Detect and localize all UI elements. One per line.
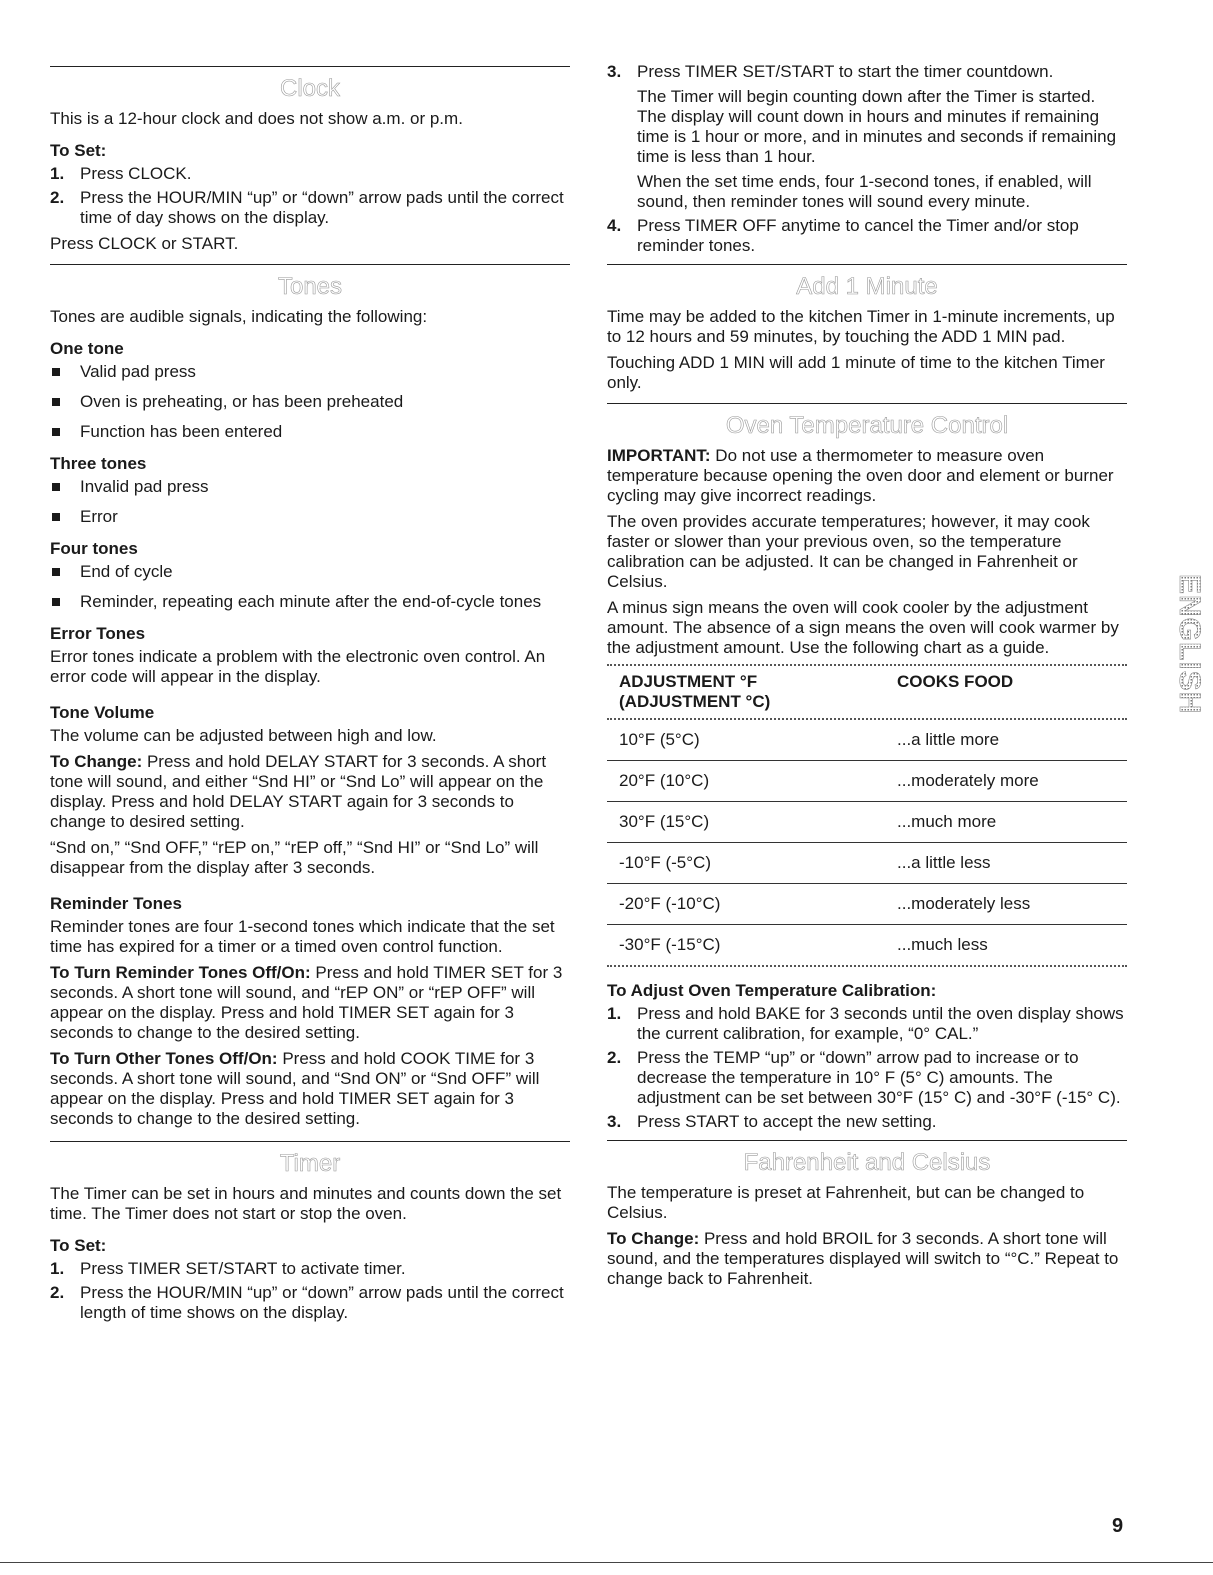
cell-adjustment: 20°F (10°C) (619, 771, 710, 790)
bullet-icon (52, 483, 60, 491)
english-side-tab (1150, 568, 1206, 790)
step-number: 2. (50, 1283, 65, 1302)
to-change-text: Press and hold BROIL for 3 seconds. A short tone will sound, and the temperatures displayed will switch to “°C.” Repeat to change back to Fahrenheit. (607, 1229, 1119, 1288)
timer-intro: The Timer can be set in hours and minutes and counts down the set time. The Timer does not start or stop the oven. (50, 1184, 562, 1223)
adjust-heading: To Adjust Oven Temperature Calibration: (607, 981, 937, 1000)
list-item (50, 562, 570, 582)
clock-outro: Press CLOCK or START. (50, 234, 239, 253)
list-item (50, 422, 570, 442)
add-minute-title: Add 1 Minute (796, 273, 938, 300)
cell-cooks-food: ...a little more (897, 730, 1000, 749)
reminder-tones-heading: Reminder Tones (50, 894, 182, 913)
one-tone-list (50, 362, 570, 442)
to-change-text: Press and hold DELAY START for 3 seconds. A short tone will sound, and either “Snd HI” or “Snd Lo” will appear on the display. Press and hold DELAY START again for 3 seconds to change to desired setting. (50, 752, 547, 831)
turn-other-label: To Turn Other Tones Off/On: (50, 1049, 278, 1068)
oven-temp-p3: A minus sign means the oven will cook cooler by the adjustment amount. The absence of a sign means the oven will cook warmer by the adjustment amount. Use the following chart as a guide. (607, 598, 1119, 657)
bullet-icon (52, 398, 60, 406)
to-change-label: To Change: (607, 1229, 700, 1248)
table-row (607, 843, 1127, 884)
adjust-step (607, 1112, 1127, 1132)
step-text: Press TIMER OFF anytime to cancel the Timer and/or stop reminder tones. (637, 216, 1079, 255)
cell-adjustment: -30°F (-15°C) (619, 935, 721, 954)
tone-volume-note: “Snd on,” “Snd OFF,” “rEP on,” “rEP off,” “Snd HI” or “Snd Lo” will disappear from the display after 3 seconds. (50, 838, 539, 877)
table-row (607, 884, 1127, 925)
step-number: 1. (50, 164, 65, 183)
timer-step (607, 216, 1127, 256)
fahrenheit-to-change (607, 1229, 1127, 1289)
reminder-tones-turn (50, 963, 570, 1043)
step-number: 1. (50, 1259, 65, 1278)
table-row (607, 761, 1127, 802)
calibration-table (607, 664, 1127, 967)
step-number: 1. (607, 1004, 622, 1023)
step-text: Press START to accept the new setting. (637, 1112, 937, 1131)
cell-cooks-food: ...much more (897, 812, 997, 831)
step-text: Press the HOUR/MIN “up” or “down” arrow pads until the correct time of day shows on the display. (80, 188, 564, 227)
step-text: Press TIMER SET/START to start the timer countdown. (637, 62, 1054, 81)
list-item (50, 507, 570, 527)
timer-title: Timer (279, 1150, 341, 1177)
cell-adjustment: -10°F (-5°C) (619, 853, 711, 872)
right-column (607, 62, 1127, 1295)
list-item-text: Oven is preheating, or has been preheated (80, 392, 404, 411)
list-item-text: Valid pad press (80, 362, 196, 381)
list-item-text: Function has been entered (80, 422, 283, 441)
table-border (607, 965, 1127, 967)
tones-intro: Tones are audible signals, indicating the following: (50, 307, 428, 326)
turn-reminder-text: Press and hold TIMER SET for 3 seconds. A short tone will sound, and “rEP ON” or “rEP OFF” will appear on the display. Press and hold TIMER SET again for 3 seconds to change to the desired setting. (50, 963, 563, 1042)
left-column (50, 66, 570, 1329)
fahrenheit-p1: The temperature is preset at Fahrenheit, but can be changed to Celsius. (607, 1183, 1085, 1222)
tone-volume-text: The volume can be adjusted between high and low. (50, 726, 437, 745)
important-text: Do not use a thermometer to measure oven temperature because opening the oven door and element or burner cycling may give incorrect readings. (607, 446, 1114, 505)
header-adjustment-c: (ADJUSTMENT °C) (619, 692, 771, 711)
oven-temp-important (607, 446, 1127, 506)
cell-cooks-food: ...a little less (897, 853, 991, 872)
clock-steps (50, 164, 570, 228)
page-number: 9 (1112, 1515, 1124, 1537)
one-tone-heading: One tone (50, 339, 124, 358)
section-rule (50, 66, 570, 67)
other-tones-turn (50, 1049, 570, 1129)
list-item-text: Error (80, 507, 118, 526)
clock-intro: This is a 12-hour clock and does not show a.m. or p.m. (50, 109, 463, 128)
table-row (607, 802, 1127, 843)
adjust-step (607, 1004, 1127, 1044)
language-tab-graphic (1150, 568, 1206, 790)
list-item (50, 362, 570, 382)
side-tab-text: ENGLISH (1173, 574, 1206, 715)
adjust-step (607, 1048, 1127, 1108)
tones-title: Tones (277, 273, 343, 300)
step-number: 2. (607, 1048, 622, 1067)
clock-to-set-heading: To Set: (50, 141, 107, 160)
timer-step (607, 62, 1127, 212)
three-tones-list (50, 477, 570, 527)
step-text: Press CLOCK. (80, 164, 192, 183)
step-paragraph: When the set time ends, four 1-second tones, if enabled, will sound, then reminder tones will sound every minute. (637, 172, 1092, 211)
bottom-rule (0, 1562, 1213, 1563)
clock-step (50, 164, 570, 184)
timer-step (50, 1259, 570, 1279)
bullet-icon (52, 368, 60, 376)
error-tones-heading: Error Tones (50, 624, 146, 643)
cell-adjustment: -20°F (-10°C) (619, 894, 721, 913)
table-row (607, 720, 1127, 761)
list-item (50, 592, 570, 612)
section-rule (607, 1140, 1127, 1141)
step-text: Press and hold BAKE for 3 seconds until the oven display shows the current calibration, for example, “0° CAL.” (637, 1004, 1124, 1043)
step-number: 3. (607, 62, 622, 81)
header-adjustment (619, 672, 897, 712)
oven-temp-p2: The oven provides accurate temperatures; however, it may cook faster or slower than your previous oven, so the temperature calibration can be adjusted. It can be changed in Fahrenheit or Celsius. (607, 512, 1090, 591)
tone-volume-heading: Tone Volume (50, 703, 155, 722)
timer-to-set-heading: To Set: (50, 1236, 107, 1255)
clock-step (50, 188, 570, 228)
add-minute-p2: Touching ADD 1 MIN will add 1 minute of time to the kitchen Timer only. (607, 353, 1105, 392)
step-number: 4. (607, 216, 622, 235)
bullet-icon (52, 513, 60, 521)
header-cooks-food: COOKS FOOD (897, 672, 1014, 691)
cell-cooks-food: ...moderately less (897, 894, 1031, 913)
section-rule (50, 264, 570, 265)
bullet-icon (52, 598, 60, 606)
step-text: Press the TEMP “up” or “down” arrow pad to increase or to decrease the temperature in 10° F (5° C) amounts. The adjustment can be set between 30°F (15° C) and -30°F (-15° C). (637, 1048, 1121, 1107)
clock-title: Clock (279, 75, 340, 102)
to-change-label: To Change: (50, 752, 143, 771)
tone-volume-to-change (50, 752, 570, 832)
header-adjustment-f: ADJUSTMENT °F (619, 672, 758, 691)
cell-adjustment: 10°F (5°C) (619, 730, 700, 749)
list-item-text: Invalid pad press (80, 477, 209, 496)
list-item-text: Reminder, repeating each minute after the end-of-cycle tones (80, 592, 542, 611)
list-item (50, 392, 570, 412)
timer-steps (50, 1259, 570, 1323)
step-number: 3. (607, 1112, 622, 1131)
error-tones-text: Error tones indicate a problem with the electronic oven control. An error code will appear in the display. (50, 647, 546, 686)
adjust-steps (607, 1004, 1127, 1132)
cell-cooks-food: ...moderately more (897, 771, 1039, 790)
four-tones-heading: Four tones (50, 539, 138, 558)
fahrenheit-title: Fahrenheit and Celsius (743, 1149, 991, 1176)
list-item-text: End of cycle (80, 562, 173, 581)
reminder-tones-text: Reminder tones are four 1-second tones which indicate that the set time has expired for a timer or a timed oven control function. (50, 917, 555, 956)
section-rule (607, 403, 1127, 404)
timer-step (50, 1283, 570, 1323)
step-paragraph: The Timer will begin counting down after the Timer is started. The display will count down in hours and minutes if remaining time is 1 hour or more, and in minutes and seconds if remaining time is less than 1 hour. (637, 87, 1117, 166)
timer-steps-continued (607, 62, 1127, 256)
oven-temp-title: Oven Temperature Control (725, 412, 1009, 439)
four-tones-list (50, 562, 570, 612)
step-text: Press TIMER SET/START to activate timer. (80, 1259, 406, 1278)
turn-reminder-label: To Turn Reminder Tones Off/On: (50, 963, 311, 982)
step-number: 2. (50, 188, 65, 207)
turn-other-text: Press and hold COOK TIME for 3 seconds. A short tone will sound, and “Snd ON” or “Snd OFF” will appear on the display. Press and hold TIMER SET again for 3 seconds to change to the desired setting. (50, 1049, 540, 1128)
cell-adjustment: 30°F (15°C) (619, 812, 710, 831)
table-header (607, 666, 1127, 718)
add-minute-p1: Time may be added to the kitchen Timer in 1-minute increments, up to 12 hours and 59 minutes, by touching the ADD 1 MIN pad. (607, 307, 1115, 346)
section-rule (607, 264, 1127, 265)
important-label: IMPORTANT: (607, 446, 711, 465)
bullet-icon (52, 568, 60, 576)
three-tones-heading: Three tones (50, 454, 147, 473)
section-rule (50, 1141, 570, 1142)
cell-cooks-food: ...much less (897, 935, 988, 954)
step-text: Press the HOUR/MIN “up” or “down” arrow pads until the correct length of time shows on the display. (80, 1283, 564, 1322)
table-row (607, 925, 1127, 965)
list-item (50, 477, 570, 497)
bullet-icon (52, 428, 60, 436)
